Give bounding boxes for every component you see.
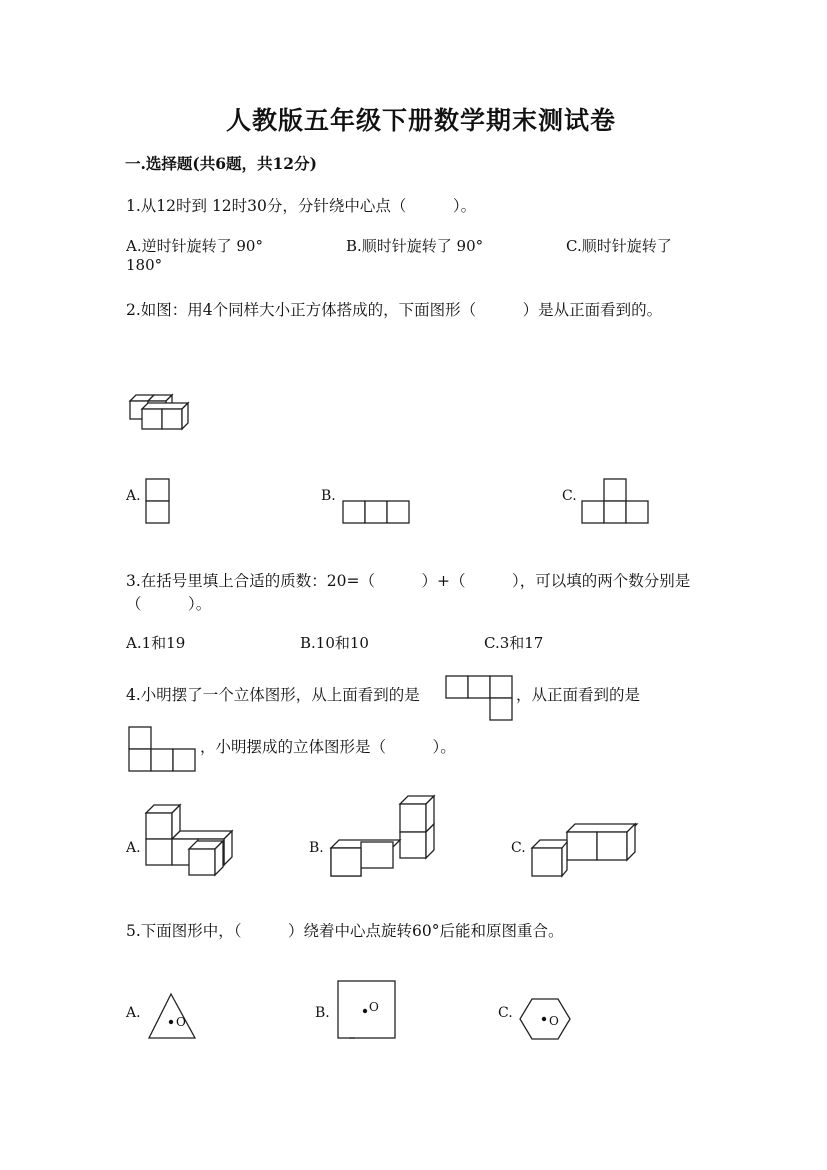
q5-c-center-point [542, 1017, 546, 1021]
q5-stem: 5.下面图形中，（ ）绕着中心点旋转60°后能和原图重合。 [126, 922, 564, 940]
q1-option-c-continued: 180° [126, 256, 163, 274]
q1-stem: 1.从12时到 12时30分，分针绕中心点（ ）。 [126, 197, 477, 215]
q2-option-a-figure[interactable] [145, 478, 171, 526]
q3-option-c[interactable]: C.3和17 [484, 634, 544, 652]
q5-b-center-label: O [369, 1000, 379, 1014]
section-heading: 一.选择题(共6题，共12分) [125, 154, 317, 173]
q4-top-view-figure [445, 675, 517, 723]
q4-stem-part3: ，小明摆成的立体图形是（ ）。 [200, 738, 456, 756]
q2-stem: 2.如图：用4个同样大小正方体搭成的，下面图形（ ）是从正面看到的。 [126, 301, 663, 319]
q3-option-b[interactable]: B.10和10 [300, 634, 369, 652]
q5-a-center-label: O [176, 1015, 186, 1029]
q3-stem-continued: （ ）。 [126, 595, 212, 613]
q2-option-c-label[interactable]: C. [562, 488, 577, 504]
q5-option-b-square-figure[interactable] [337, 980, 399, 1042]
q5-option-c-hexagon-figure[interactable] [518, 997, 574, 1043]
q4-option-b-figure[interactable] [330, 796, 440, 878]
q4-option-a-label[interactable]: A. [126, 840, 141, 856]
q4-stem-part2: ，从正面看到的是 [516, 686, 641, 704]
q4-front-view-figure [128, 726, 200, 774]
q1-option-c[interactable]: C.顺时针旋转了 [566, 237, 672, 255]
q2-option-b-figure[interactable] [342, 500, 412, 526]
q4-option-b-label[interactable]: B. [309, 840, 324, 856]
q2-option-c-figure[interactable] [581, 478, 651, 526]
q2-option-a-label[interactable]: A. [126, 488, 141, 504]
q4-option-c-label[interactable]: C. [511, 840, 526, 856]
q2-cube-figure [126, 393, 196, 433]
q3-option-a[interactable]: A.1和19 [126, 634, 186, 652]
q5-option-b-label[interactable]: B. [315, 1005, 330, 1021]
q3-stem: 3.在括号里填上合适的质数：20=（ ）+（ ），可以填的两个数分别是 [126, 572, 691, 590]
q5-option-a-label[interactable]: A. [126, 1005, 141, 1021]
q5-b-center-point [363, 1009, 367, 1013]
q5-c-center-label: O [549, 1014, 559, 1028]
q4-option-a-figure[interactable] [145, 803, 237, 877]
q5-a-center-point [169, 1020, 173, 1024]
q1-option-b[interactable]: B.顺时针旋转了 90° [346, 237, 484, 255]
page-title: 人教版五年级下册数学期末测试卷 [226, 106, 617, 135]
q2-option-b-label[interactable]: B. [321, 488, 336, 504]
q5-option-a-triangle-figure[interactable] [147, 992, 197, 1042]
q4-option-c-figure[interactable] [531, 820, 641, 878]
q1-option-a[interactable]: A.逆时针旋转了 90° [126, 237, 263, 255]
q4-stem-part1: 4.小明摆了一个立体图形，从上面看到的是 [126, 686, 420, 704]
q5-option-c-label[interactable]: C. [498, 1005, 513, 1021]
